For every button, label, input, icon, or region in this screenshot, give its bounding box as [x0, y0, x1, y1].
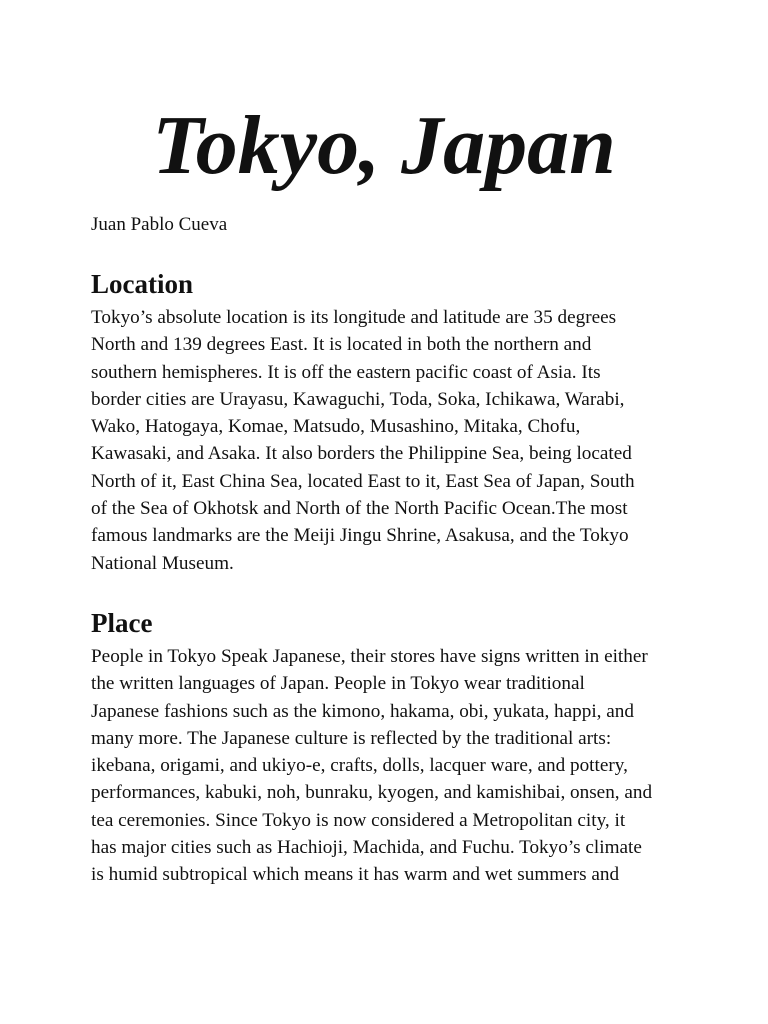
- text-line: southern hemispheres. It is off the eastern pacific coast of Asia. Its: [91, 361, 601, 383]
- text-line: performances, kabuki, noh, bunraku, kyogen, and kamishibai, onsen, and: [91, 782, 653, 804]
- text-line: Tokyo’s absolute location is its longitude and latitude are 35 degrees: [91, 307, 617, 328]
- text-line: North of it, East China Sea, located East to it, East Sea of Japan, South: [91, 470, 635, 492]
- text-line: Wako, Hatogaya, Komae, Matsudo, Musashino, Mitaka, Chofu,: [91, 416, 581, 438]
- text-line: National Museum.: [91, 552, 234, 574]
- text-line: Kawasaki, and Asaka. It also borders the Philippine Sea, being located: [91, 443, 632, 465]
- document-title: Tokyo, Japan: [152, 99, 616, 192]
- section-heading-place: Place: [91, 608, 153, 638]
- section-heading-location: Location: [91, 269, 194, 299]
- section-body-place: [91, 643, 701, 889]
- text-line: ikebana, origami, and ukiyo-e, crafts, dolls, lacquer ware, and pottery,: [91, 755, 628, 777]
- text-line: border cities are Urayasu, Kawaguchi, Toda, Soka, Ichikawa, Warabi,: [91, 388, 625, 410]
- section-body-location: [91, 304, 701, 577]
- text-line: famous landmarks are the Meiji Jingu Shrine, Asakusa, and the Tokyo: [91, 525, 629, 547]
- author-name: Juan Pablo Cueva: [91, 214, 228, 235]
- text-line: North and 139 degrees East. It is located in both the northern and: [91, 334, 592, 356]
- text-line: of the Sea of Okhotsk and North of the North Pacific Ocean.The most: [91, 498, 628, 520]
- text-line: many more. The Japanese culture is reflected by the traditional arts:: [91, 727, 612, 749]
- text-line: has major cities such as Hachioji, Machida, and Fuchu. Tokyo’s climate: [91, 837, 642, 859]
- text-line: tea ceremonies. Since Tokyo is now considered a Metropolitan city, it: [91, 809, 626, 831]
- text-line: People in Tokyo Speak Japanese, their stores have signs written in either: [91, 646, 648, 667]
- text-line: Japanese fashions such as the kimono, hakama, obi, yukata, happi, and: [91, 700, 634, 722]
- text-line: is humid subtropical which means it has warm and wet summers and: [91, 864, 620, 886]
- text-line: the written languages of Japan. People in Tokyo wear traditional: [91, 673, 585, 695]
